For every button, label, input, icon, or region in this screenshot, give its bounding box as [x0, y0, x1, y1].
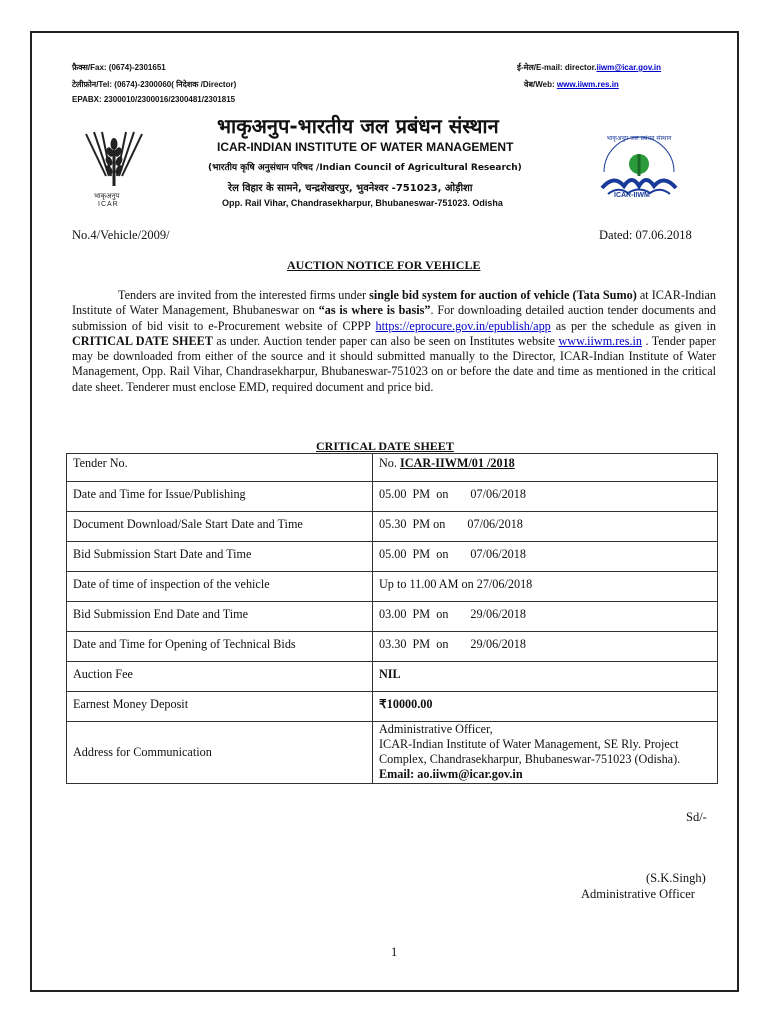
- emd-cell: [373, 692, 718, 722]
- para-text-2: at ICAR-Indian Institute of Water Management, Bhubaneswar on: [72, 288, 717, 318]
- row-value: [373, 602, 718, 632]
- table-row: [67, 692, 718, 722]
- tender-number-cell: [373, 454, 718, 482]
- council-name: (भारतीय कृषि अनुसंधान परिषद /Indian Council of Agricultural Research): [208, 163, 522, 173]
- web-link[interactable]: www.iiwm.res.in: [556, 80, 619, 89]
- iiwm-logo: [594, 130, 684, 211]
- table-row: [67, 632, 718, 662]
- critical-date-sheet-title: CRITICAL DATE SHEET: [316, 439, 454, 453]
- para-text-4: as per the schedule as given in: [550, 318, 716, 333]
- row-value: [373, 572, 718, 602]
- auction-fee-label: Auction Fee: [67, 662, 373, 692]
- reference-number: No.4/Vehicle/2009/: [72, 228, 170, 242]
- table-row: [67, 482, 718, 512]
- epabx-number: EPABX: 2300010/2300016/2300481/2301815: [72, 95, 236, 104]
- email-label: ई-मेल/E-mail: director.: [517, 63, 597, 72]
- address-email[interactable]: Email: ao.iiwm@icar.gov.in: [379, 767, 523, 781]
- table-row: [67, 454, 718, 482]
- web-line: [524, 79, 619, 90]
- right-logo-arc-text: भाकृअनुप जल प्रबंधन संस्थान: [606, 135, 672, 142]
- signature-sd: Sd/-: [686, 810, 707, 824]
- table-row: [67, 722, 718, 784]
- para-bold-basis: “as is where is basis”: [318, 303, 431, 318]
- para-text-6: . Tender paper may be downloaded from either of the source and it should submitted manually to the Director, ICAR-Indian Institute of Water Management, Opp. Rail Vihar, Chandrasekharpur, Bhubaneswar-751023 on or before the date and time as mentioned in the critical date sheet. Tenderer must enclose EMD, required document and price bid.: [72, 333, 716, 394]
- table-row: [67, 662, 718, 692]
- email-link[interactable]: iiwm@icar.gov.in: [596, 63, 662, 72]
- notice-title: AUCTION NOTICE FOR VEHICLE: [287, 258, 481, 272]
- row-value: [373, 482, 718, 512]
- row-time: 05.00 PM on: [379, 487, 449, 501]
- notice-date: Dated: 07.06.2018: [599, 228, 692, 242]
- row-value: [373, 542, 718, 572]
- row-value: [373, 512, 718, 542]
- row-date: 07/06/2018: [467, 517, 523, 531]
- row-date: 29/06/2018: [470, 607, 526, 621]
- address-cell: [373, 722, 718, 784]
- row-time: 05.00 PM on: [379, 547, 449, 561]
- table-row: [67, 542, 718, 572]
- row-label: Bid Submission End Date and Time: [67, 602, 373, 632]
- notice-paragraph: [72, 288, 716, 395]
- address-line-2: ICAR-Indian Institute of Water Management, SE Rly. Project Complex, Chandrasekharpur, Bhubaneswar-751023 (Odisha).: [379, 737, 681, 766]
- row-label: Document Download/Sale Start Date and Time: [67, 512, 373, 542]
- address-english: Opp. Rail Vihar, Chandrasekharpur, Bhubaneswar-751023. Odisha: [222, 198, 503, 208]
- row-time: 03.30 PM on: [379, 637, 449, 651]
- row-value: [373, 632, 718, 662]
- icar-logo: [80, 130, 148, 217]
- row-label: Date and Time for Issue/Publishing: [67, 482, 373, 512]
- table-row: [67, 572, 718, 602]
- left-logo-english: ICAR: [98, 201, 119, 208]
- website-link[interactable]: www.iiwm.res.in: [558, 333, 642, 348]
- right-logo-label: ICAR-IIWM: [614, 192, 650, 199]
- para-text-3: . For downloading detailed auction tender documents and submission of bid visit to e-Procurement website of CPPP: [72, 303, 716, 333]
- para-bold-cds: CRITICAL DATE SHEET: [72, 333, 213, 348]
- tender-label: Tender No.: [67, 454, 373, 482]
- auction-fee-cell: [373, 662, 718, 692]
- row-date: 29/06/2018: [470, 637, 526, 651]
- para-bold-vehicle: single bid system for auction of vehicle (Tata Sumo): [369, 288, 637, 302]
- address-label: Address for Communication: [67, 722, 373, 784]
- table-row: [67, 602, 718, 632]
- row-date: 07/06/2018: [470, 487, 526, 501]
- address-line-1: Administrative Officer,: [379, 722, 493, 736]
- row-label: Date of time of inspection of the vehicle: [67, 572, 373, 602]
- tender-prefix: No.: [379, 456, 400, 470]
- web-label: वेब/Web:: [524, 80, 557, 89]
- emd-value: ₹10000.00: [379, 697, 433, 711]
- row-time: Up to 11.00 AM on 27/06/2018: [379, 577, 533, 591]
- signatory-designation: Administrative Officer: [581, 887, 695, 901]
- address-hindi: रेल विहार के सामने, चन्द्रशेखरपुर, भुवनेश्वर -751023, ओड़ीशा: [228, 183, 473, 194]
- email-line: [517, 62, 661, 73]
- auction-fee-value: NIL: [379, 667, 401, 681]
- para-text-1: Tenders are invited from the interested firms under: [118, 288, 370, 302]
- row-label: Bid Submission Start Date and Time: [67, 542, 373, 572]
- row-date: 07/06/2018: [470, 547, 526, 561]
- telephone-number: टेलीफ़ोन/Tel: (0674)-2300060( निदेशक /Director): [72, 80, 237, 89]
- row-time: 05.30 PM on: [379, 517, 446, 531]
- critical-date-table: [66, 453, 718, 784]
- row-time: 03.00 PM on: [379, 607, 449, 621]
- table-row: [67, 512, 718, 542]
- institute-name-english: ICAR-INDIAN INSTITUTE OF WATER MANAGEMENT: [217, 140, 514, 154]
- para-text-5: as under. Auction tender paper can also be seen on Institutes website: [212, 333, 559, 348]
- cppp-link[interactable]: https://eprocure.gov.in/epublish/app: [375, 318, 551, 333]
- row-label: Date and Time for Opening of Technical Bids: [67, 632, 373, 662]
- institute-name-hindi: भाकृअनुप-भारतीय जल प्रबंधन संस्थान: [217, 114, 499, 138]
- fax-number: फ़ैक्स/Fax: (0674)-2301651: [72, 63, 166, 72]
- left-logo-hindi: भाकृअनुप: [94, 192, 120, 200]
- signatory-name: (S.K.Singh): [646, 871, 706, 885]
- tender-number: ICAR-IIWM/01 /2018: [400, 456, 515, 470]
- page-number: 1: [391, 945, 398, 959]
- emd-label: Earnest Money Deposit: [67, 692, 373, 722]
